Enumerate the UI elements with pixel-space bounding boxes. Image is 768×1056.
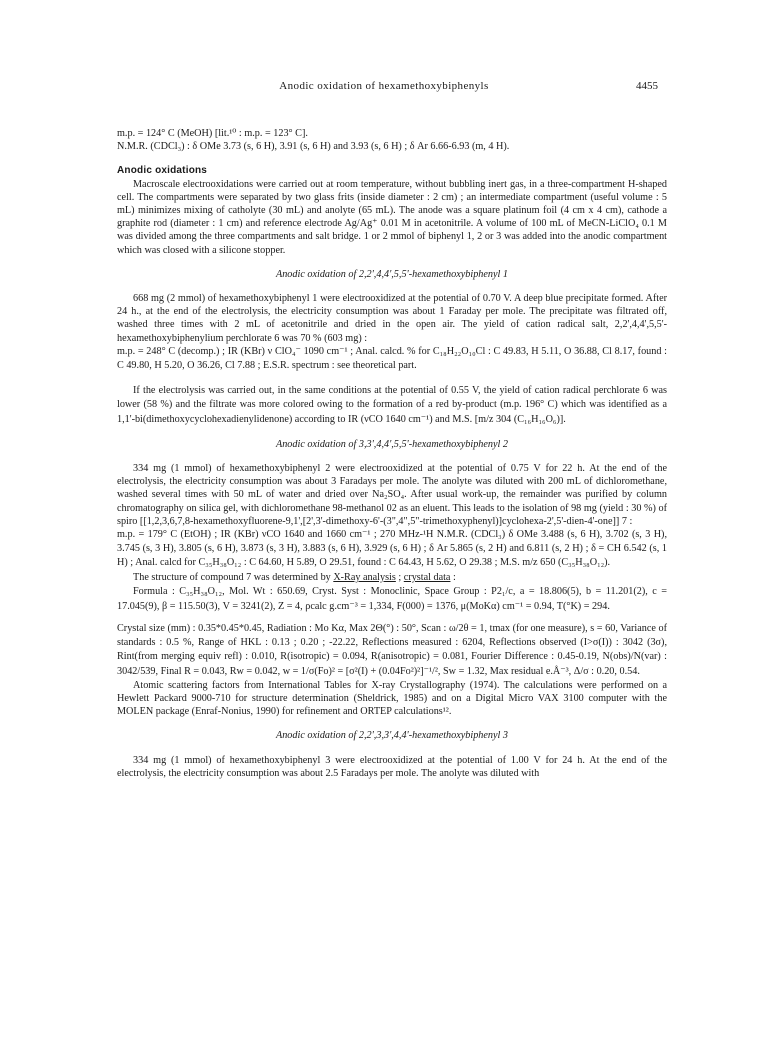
crystal-measurement-paragraph: Crystal size (mm) : 0.35*0.45*0.45, Radiation : Mo Kα, Max 2Θ(°) : 50°, Scan : ω/2θ = 1, tmax (for one measure), s = 60, Variance of standards : 0.5 %, Range of HKL : 0.13 ; 0.20 ; -22.22, Reflections measured : 6204, Reflections observed (I>σ(I)) : 3042 (3σ), Rint(from merging equiv refl) : 0.010, R(isotropic) = 0.094, R(anisotropic) = 0.081, Fourier Difference : 0.45-0.19, N(obs)/N(var) : 3042/539, Final R = 0.043, Rw = 0.042, w = 1/σ(Fo)² = [σ²(I) + (0.04Fo²)²]⁻¹/², Sw = 1.32, Max residual e.Å⁻³, Δ/σ : 0.20, 0.54. bbox=[117, 622, 667, 677]
xray-analysis-link[interactable]: X-Ray analysis bbox=[333, 571, 396, 583]
section-heading-anodic-oxidations: Anodic oxidations bbox=[117, 165, 208, 177]
nmr-line: N.M.R. (CDCl₃) : δ OMe 3.73 (s, 6 H), 3.91 (s, 6 H) and 3.93 (s, 6 H) ; δ Ar 6.66-6.93 (m, 4 H). bbox=[117, 141, 510, 153]
analysis-compound-7: m.p. = 179° C (EtOH) ; IR (KBr) νCO 1640 and 1660 cm⁻¹ ; 270 MHz-¹H N.M.R. (CDCl₃) δ OMe 3.488 (s, 6 H), 3.702 (s, 3 H), 3.745 (s, 3 H), 3.805 (s, 6 H), 3.873 (s, 3 H), 3.883 (s, 6 H), 3.929 (s, 6 H) ; δ Ar 5.865 (s, 2 H) and 6.811 (s, 2 H) ; δ = CH 6.542 (s, 1 H) ; Anal. calcd for C₃₅H₃₈O₁₂ : C 64.60, H 5.89, O 29.51, found : C 64.43, H 5.62, O 29.38 ; M.S. m/z 650 (C₃₅H₃₈O₁₂). bbox=[117, 529, 667, 569]
subheading-compound-3: Anodic oxidation of 2,2',3,3',4,4'-hexamethoxybiphenyl 3 bbox=[275, 730, 509, 742]
xray-separator: ; bbox=[395, 571, 404, 583]
running-head bbox=[0, 80, 768, 94]
paragraph-compound-2: 334 mg (1 mmol) of hexamethoxybiphenyl 2 were electrooxidized at the potential of 0.75 V for 22 h. At the end of the electrolysis, the electricity consumption was about 3 Faradays per mole. The anolyte was diluted with 200 mL of dichloromethane, washed several times with 50 mL of water and dried over Na₂SO₄. After usual work-up, the remainder was purified by column chromatography on silica gel, with dichloromethane 98-methanol 02 as an eluent. This leads to the isolation of 98 mg (yield : 30 %) of spiro [[1,2,3,6,7,8-hexamethoxyfluorene-9,1',[2',3'-dimethoxy-6'-(3",4",5"-trimethoxyphenyl)]cyclohexa-2',5'-dien-4'-one]] 7 : bbox=[117, 463, 667, 527]
xray-colon: : bbox=[450, 571, 456, 583]
paragraph-lower-potential: If the electrolysis was carried out, in the same conditions at the potential of 0.55 V, the yield of cation radical perchlorate 6 was lower (58 %) and the filtrate was more colored owing to the formation of a red by-product (m.p. 196° C) which was identified as a 1,1'-bi(dimethoxycyclohexadienylidenone) according to IR (νCO 1640 cm⁻¹) and M.S. [m/z 304 (C₁₆H₁₆O₆)]. bbox=[117, 385, 667, 425]
melting-point-line: m.p. = 124° C (MeOH) [lit.¹⁰ : m.p. = 123° C]. bbox=[117, 128, 308, 139]
paragraph-compound-3: 334 mg (1 mmol) of hexamethoxybiphenyl 3 were electrooxidized at the potential of 1.00 V for 24 h. At the end of the electrolysis, the electricity consumption was about 2.5 Faradays per mole. The anolyte was diluted with bbox=[117, 754, 667, 779]
subheading-compound-2: Anodic oxidation of 3,3',4,4',5,5'-hexamethoxybiphenyl 2 bbox=[275, 438, 509, 450]
article-body bbox=[117, 127, 667, 780]
crystal-formula-paragraph: Formula : C₃₅H₃₈O₁₂, Mol. Wt : 650.69, Cryst. Syst : Monoclinic, Space Group : P2₁/c, a = 18.806(5), b = 11.201(2), c = 17.045(9), β = 115.50(3), V = 3241(2), Z = 4, ρcalc g.cm⁻³ = 1,334, F(000) = 1376, μ(MoKα) cm⁻¹ = 0.94, T(°K) = 294. bbox=[117, 585, 667, 613]
xray-intro-line bbox=[117, 571, 667, 584]
running-title: Anodic oxidation of hexamethoxybiphenyls bbox=[279, 80, 489, 92]
page-number: 4455 bbox=[636, 80, 658, 92]
atomic-scattering-paragraph: Atomic scattering factors from International Tables for X-ray Crystallography (1974). The calculations were performed on a Hewlett Packard 9000-710 for structure determination (Sheldrick, 1985) and on a Digital Micro VAX 3100 computer with the MOLEN package (Enraf-Nonius, 1990) for refinement and ORTEP calculations¹². bbox=[117, 679, 667, 718]
subheading-compound-1: Anodic oxidation of 2,2',4,4',5,5'-hexamethoxybiphenyl 1 bbox=[275, 268, 509, 280]
crystal-data-link[interactable]: crystal data bbox=[403, 571, 451, 583]
xray-intro-text: The structure of compound 7 was determined by bbox=[133, 571, 331, 583]
paragraph-macroscale-electrooxidations: Macroscale electrooxidations were carried out at room temperature, without bubbling inert gas, in a three-compartment H-shaped cell. The compartments were separated by two glass frits (inside diameter : 2 cm) ; an intermediate compartment (useful volume : 5 mL) minimizes mixing of catholyte (30 mL) and anolyte (65 mL). The anode was a square platinum foil (4 cm x 4 cm), cathode a graphite rod (diameter : 1 cm) and reference electrode Ag/Ag⁺ 0.01 M in acetonitrile. A volume of 100 mL of MeCN-LiClO₄ 0.1 M was divided among the three compartments and salt bridge. 1 or 2 mmol of biphenyl 1, 2 or 3 was added into the anodic compartment which was closed with a silicone stopper. bbox=[117, 178, 667, 256]
paragraph-compound-1: 668 mg (2 mmol) of hexamethoxybiphenyl 1 were electrooxidized at the potential of 0.70 V. A deep blue precipitate formed. After 24 h., at the end of the electrolysis, the electricity consumption was about 1 Faraday per mole. The precipitate was filtrated off, washed three times with 2 mL of acetonitrile and dried in the open air. The yield of cation radical salt, 2,2',4,4',5,5'-hexamethoxybiphenylium perchlorate 6 was 70 % (603 mg) : bbox=[117, 293, 667, 344]
analysis-compound-6: m.p. = 248° C (decomp.) ; IR (KBr) ν ClO₄⁻ 1090 cm⁻¹ ; Anal. calcd. % for C₁₈H₂₂O₁₀Cl : C 49.83, H 5.11, O 36.88, Cl 8.17, found : C 49.80, H 5.20, O 36.26, Cl 7.88 ; E.S.R. spectrum : see theoretical part. bbox=[117, 345, 667, 372]
